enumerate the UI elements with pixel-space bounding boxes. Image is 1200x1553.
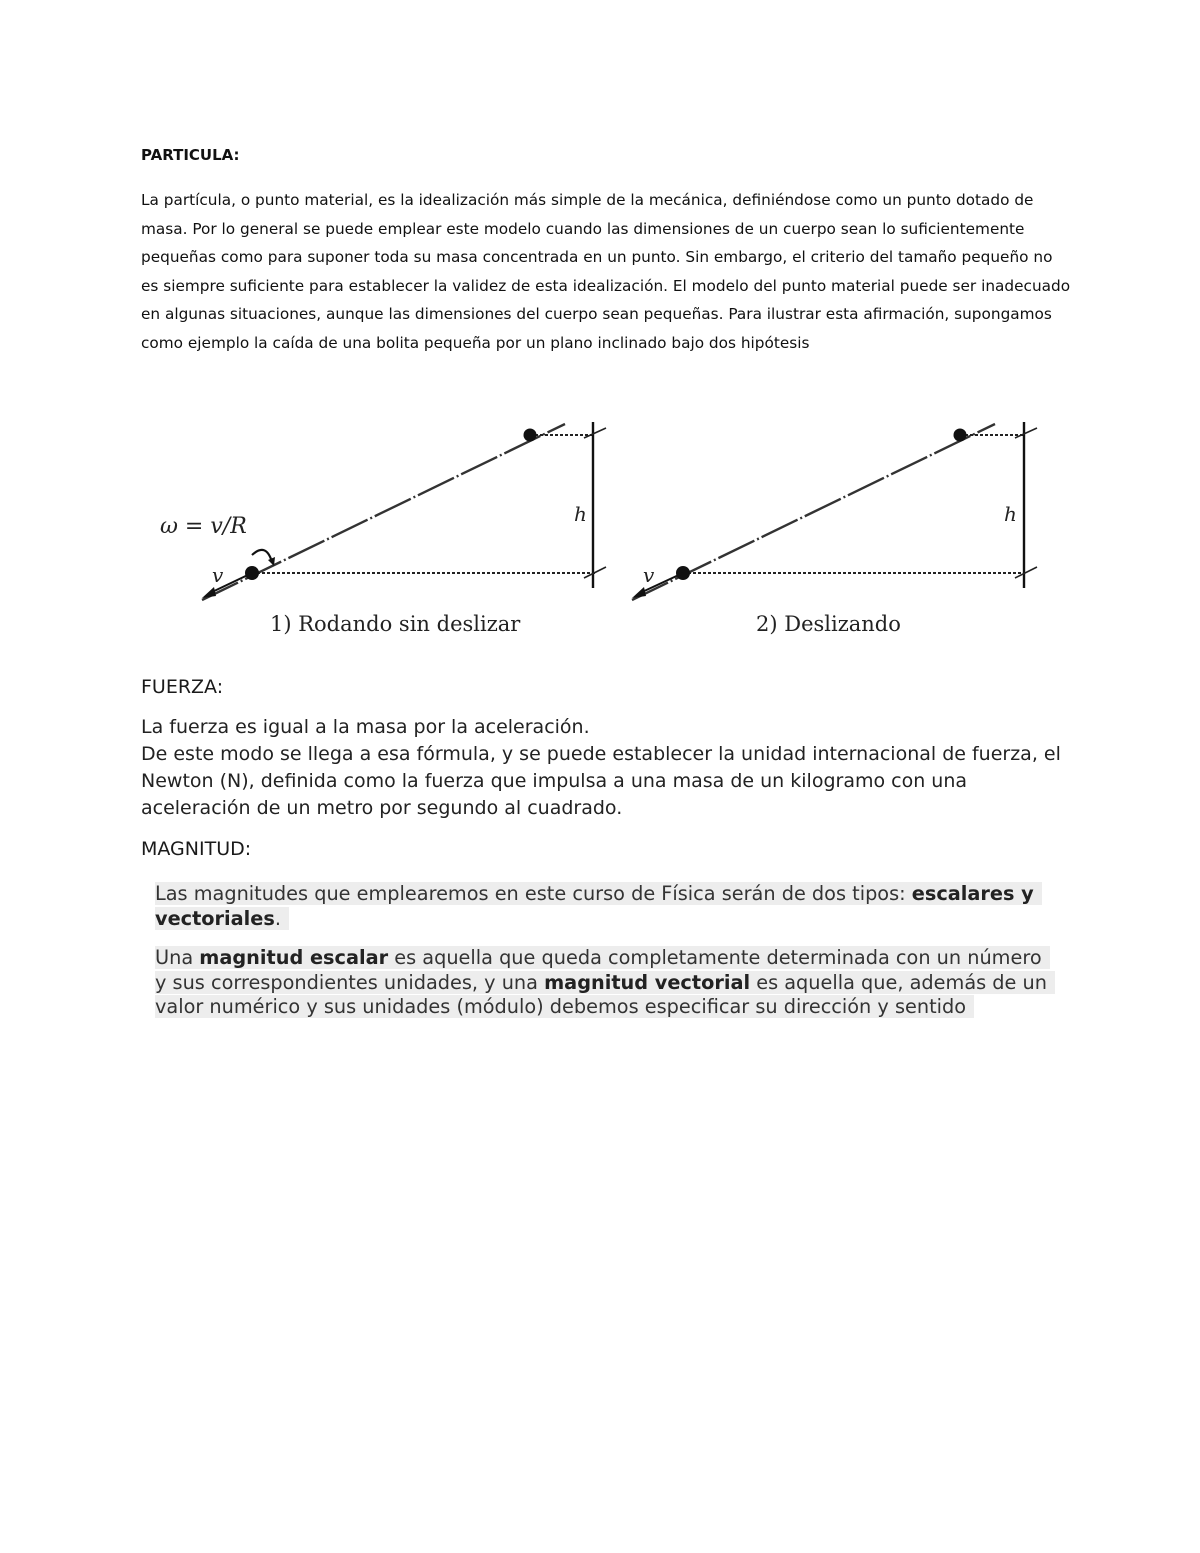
fuerza-line-2: De este modo se llega a esa fórmula, y se puede establecer la unidad internacional de fuerza, el Newton (N), definida como la fuerza que impulsa a una masa de un kilogramo con una aceleración de un metro por segundo al cuadrado. [141,743,1061,819]
diagram-sliding [632,422,1037,636]
v-label-1: v [212,563,224,587]
magnitud-def-text-e: es aquella que, además de un valor numérico y sus unidades (módulo) debemos especificar su dirección y sentido [155,970,1047,1019]
inclined-plane-figure [140,410,1060,650]
fuerza-line-1: La fuerza es igual a la masa por la aceleración. [141,716,590,738]
h-label-1: h [574,502,587,526]
heading-magnitud: MAGNITUD: [141,838,252,860]
v-label-2: v [643,563,655,587]
magnitud-vectorial-bold: magnitud vectorial [544,970,751,994]
paragraph-particula: La partícula, o punto material, es la idealización más simple de la mecánica, definiéndose como un punto dotado de masa. Por lo general se puede emplear este modelo cuando las dimensiones de un cuerpo sean lo suficientemente pequeñas como para suponer toda su masa concentrada en un punto. Sin embargo, el criterio del tamaño pequeño no es siempre suficiente para establecer la validez de esta idealización. El modelo del punto material puede ser inadecuado en algunas situaciones, aunque las dimensiones del cuerpo sean pequeñas. Para ilustrar esta afirmación, supongamos como ejemplo la caída de una bolita pequeña por un plano inclinado bajo dos hipótesis [141,191,1071,352]
magnitud-escalar-bold: magnitud escalar [199,946,389,969]
caption-rolling: 1) Rodando sin deslizar [270,612,521,636]
ball-top-2 [954,429,967,442]
tick-top-2 [1015,428,1037,438]
paragraph-fuerza [141,714,1081,822]
caption-sliding: 2) Deslizando [756,612,901,636]
ball-top-1 [524,429,537,442]
velocity-arrowhead-2 [632,587,646,598]
h-label-2: h [1004,502,1017,526]
omega-label: ω = v/R [160,514,247,539]
paragraph-magnitud-definitions [155,946,1055,1020]
magnitud-types-text: Las magnitudes que emplearemos en este curso de Física serán de dos tipos: [155,882,912,905]
magnitud-definitions-highlight [155,946,1055,1018]
diagram-rolling [160,422,606,636]
magnitud-def-text-a: Una [155,946,200,969]
paragraph-magnitud-types [155,882,1055,931]
heading-particula: PARTICULA: [141,146,240,164]
velocity-arrowhead-1 [202,587,216,598]
magnitud-types-bold: escalares y vectoriales [155,882,1034,930]
tick-top-1 [584,428,606,438]
magnitud-types-end: . [274,906,281,930]
magnitud-types-highlight [155,882,1042,930]
heading-fuerza: FUERZA: [141,676,224,698]
magnitud-def-text-c: es aquella que queda completamente determinada con un número y sus correspondientes unidades, y una [155,946,1042,994]
